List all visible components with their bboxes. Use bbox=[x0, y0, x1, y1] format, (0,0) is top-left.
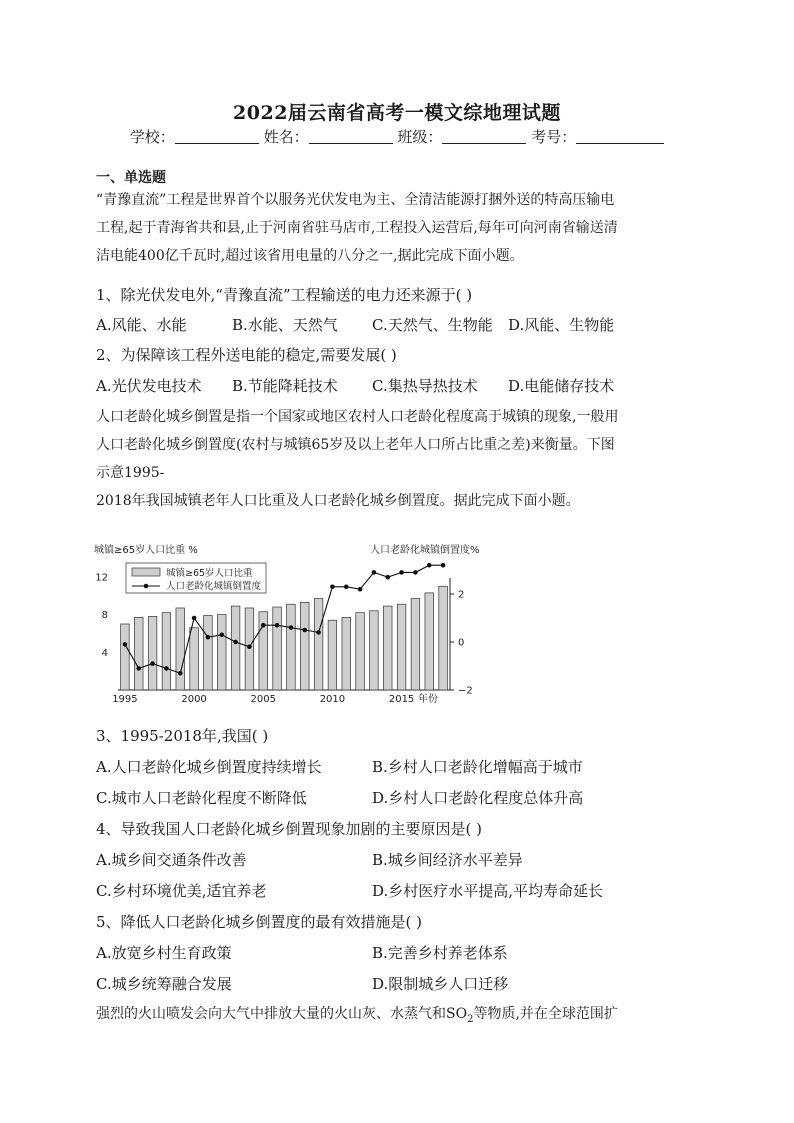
exam-no-label: 考号： bbox=[531, 128, 577, 146]
q1-option-a[interactable]: A.风能、水能 bbox=[96, 316, 187, 334]
left-axis-title: 城镇≥65岁人口比重 % bbox=[94, 545, 198, 556]
q1-option-c[interactable]: C.天然气、生物能 bbox=[372, 316, 493, 334]
chart-line-point bbox=[164, 666, 169, 671]
left-tick-label: 4 bbox=[101, 647, 108, 659]
legend bbox=[126, 563, 266, 593]
page-title: 2022届云南省高考一模文综地理试题 bbox=[233, 102, 561, 124]
q3-option-d[interactable]: D.乡村人口老龄化程度总体升高 bbox=[372, 789, 584, 807]
exam-info-row bbox=[0, 126, 794, 147]
chart-line-point bbox=[399, 570, 404, 575]
exam-no-field[interactable] bbox=[576, 127, 664, 144]
chart-line-point bbox=[247, 645, 252, 650]
chart-bar bbox=[162, 613, 171, 690]
q2-option-c[interactable]: C.集热导热技术 bbox=[372, 377, 478, 395]
question-1-stem: 1、除光伏发电外,“青豫直流”工程输送的电力还来源于( ) bbox=[96, 286, 473, 304]
q4-option-a[interactable]: A.城乡间交通条件改善 bbox=[96, 851, 247, 869]
chart-line-point bbox=[413, 570, 418, 575]
q3-option-a[interactable]: A.人口老龄化城乡倒置度持续增长 bbox=[96, 758, 322, 776]
chart-bar bbox=[425, 593, 434, 690]
chart-bar bbox=[190, 628, 199, 690]
chart-bar bbox=[148, 616, 157, 690]
chart-bar bbox=[217, 615, 226, 690]
question-4-stem: 4、导致我国人口老龄化城乡倒置现象加剧的主要原因是( ) bbox=[96, 820, 483, 838]
chart-line-point bbox=[219, 633, 224, 638]
q5-option-a[interactable]: A.放宽乡村生育政策 bbox=[96, 944, 232, 962]
x-tick-label: 2015 bbox=[388, 694, 415, 705]
chart-line-point bbox=[192, 616, 197, 621]
material-2 bbox=[96, 403, 700, 515]
chart-line-point bbox=[261, 623, 266, 628]
question-3-stem: 3、1995-2018年,我国( ) bbox=[96, 727, 269, 745]
material-3 bbox=[96, 1000, 700, 1034]
material-line: “青豫直流”工程是世界首个以服务光伏发电为主、全清洁能源打捆外送的特高压输电 bbox=[96, 192, 615, 208]
q1-option-d[interactable]: D.风能、生物能 bbox=[508, 316, 615, 334]
chart-bar bbox=[300, 602, 309, 690]
chart-bar bbox=[342, 617, 351, 690]
chart-line-point bbox=[316, 630, 321, 635]
chart-bar bbox=[383, 606, 392, 690]
x-unit-label: 年份 bbox=[418, 694, 438, 705]
chart-bar bbox=[231, 606, 240, 690]
q3-option-b[interactable]: B.乡村人口老龄化增幅高于城市 bbox=[372, 758, 583, 776]
chart-bar bbox=[328, 620, 337, 690]
chart-bar bbox=[176, 608, 185, 690]
chart-line-point bbox=[302, 628, 307, 633]
q3-option-c[interactable]: C.城市人口老龄化程度不断降低 bbox=[96, 789, 307, 807]
material-line: 2018年我国城镇老年人口比重及人口老龄化城乡倒置度。据此完成下面小题。 bbox=[96, 493, 580, 509]
class-label: 班级： bbox=[397, 128, 443, 146]
chart-line-point bbox=[358, 587, 363, 592]
chart-line-point bbox=[344, 585, 349, 590]
section-title: 一、单选题 bbox=[96, 170, 166, 186]
material-3-text: 强烈的火山喷发会向大气中排放大量的火山灰、水蒸气和SO bbox=[96, 1006, 468, 1022]
chart-bar bbox=[314, 599, 323, 690]
q5-option-c[interactable]: C.城乡统筹融合发展 bbox=[96, 975, 232, 993]
q5-option-d[interactable]: D.限制城乡人口迁移 bbox=[372, 975, 509, 993]
chart-bar bbox=[356, 613, 365, 690]
legend-line-marker bbox=[144, 584, 149, 589]
aging-chart bbox=[86, 538, 506, 708]
chart-bar bbox=[121, 624, 130, 690]
chart-line-point bbox=[136, 666, 141, 671]
question-2-stem: 2、为保障该工程外送电能的稳定,需要发展( ) bbox=[96, 346, 397, 364]
q2-option-d[interactable]: D.电能储存技术 bbox=[508, 377, 615, 395]
chart-line-point bbox=[206, 635, 211, 640]
legend-bar-swatch bbox=[132, 568, 160, 576]
chart-line-point bbox=[441, 563, 446, 568]
material-1 bbox=[96, 186, 700, 270]
chart-line-point bbox=[427, 563, 432, 568]
x-tick-label: 2010 bbox=[319, 694, 346, 705]
left-tick-label: 8 bbox=[101, 610, 108, 622]
x-tick-label: 2000 bbox=[181, 694, 207, 705]
material-line: 洁电能400亿千瓦时,超过该省用电量的八分之一,据此完成下面小题。 bbox=[96, 248, 524, 264]
chart-bar bbox=[439, 586, 448, 690]
chart-bar bbox=[134, 617, 143, 690]
right-tick-label: 0 bbox=[458, 637, 465, 649]
q1-option-b[interactable]: B.水能、天然气 bbox=[232, 316, 338, 334]
chart-bar bbox=[287, 604, 296, 690]
material-line: 人口老龄化城乡倒置是指一个国家或地区农村人口老龄化程度高于城镇的现象,一般用 bbox=[96, 409, 619, 425]
school-label: 学校： bbox=[129, 128, 175, 146]
chart-line-point bbox=[233, 640, 238, 645]
material-line: 人口老龄化城乡倒置度(农村与城镇65岁及以上老年人口所占比重之差)来衡量。下图 bbox=[96, 437, 615, 453]
name-field[interactable] bbox=[309, 127, 393, 144]
legend-line-label: 人口老龄化城镇倒置度 bbox=[166, 581, 262, 592]
q4-option-c[interactable]: C.乡村环境优美,适宜养老 bbox=[96, 882, 267, 900]
x-tick-label: 2005 bbox=[250, 694, 276, 705]
chart-bar bbox=[273, 607, 282, 690]
q4-option-d[interactable]: D.乡村医疗水平提高,平均寿命延长 bbox=[372, 882, 604, 900]
chart-line-point bbox=[330, 585, 335, 590]
name-label: 姓名： bbox=[263, 128, 309, 146]
chart-bar bbox=[397, 604, 406, 690]
chart-bar bbox=[370, 611, 379, 690]
right-tick-label: −2 bbox=[458, 685, 473, 697]
chart-line-point bbox=[372, 570, 377, 575]
chart-line-point bbox=[289, 625, 294, 630]
q2-option-b[interactable]: B.节能降耗技术 bbox=[232, 377, 338, 395]
chart-bar bbox=[204, 616, 213, 690]
q2-option-a[interactable]: A.光伏发电技术 bbox=[96, 377, 202, 395]
q5-option-b[interactable]: B.完善乡村养老体系 bbox=[372, 944, 508, 962]
chart-line-point bbox=[275, 623, 280, 628]
q4-option-b[interactable]: B.城乡间经济水平差异 bbox=[372, 851, 523, 869]
right-axis-title: 人口老龄化城镇倒置度% bbox=[370, 545, 480, 556]
x-tick-label: 1995 bbox=[112, 694, 138, 705]
material-line: 工程,起于青海省共和县,止于河南省驻马店市,工程投入运营后,每年可向河南省输送清 bbox=[96, 220, 618, 236]
right-tick-label: 2 bbox=[458, 589, 465, 601]
chart-line-point bbox=[178, 671, 183, 676]
class-field[interactable] bbox=[442, 127, 526, 144]
subscript: 2 bbox=[467, 1013, 474, 1025]
material-3-text-end: 等物质,并在全球范围扩 bbox=[473, 1006, 618, 1022]
left-tick-label: 12 bbox=[95, 572, 108, 584]
chart-line-point bbox=[150, 661, 155, 666]
material-line: 示意1995- bbox=[96, 465, 165, 481]
chart-line-point bbox=[385, 575, 390, 580]
chart-line-point bbox=[123, 642, 128, 647]
chart-bar bbox=[411, 599, 420, 690]
school-field[interactable] bbox=[175, 127, 259, 144]
question-5-stem: 5、降低人口老龄化城乡倒置度的最有效措施是( ) bbox=[96, 913, 423, 931]
legend-bar-label: 城镇≥65岁人口比重 bbox=[166, 568, 253, 579]
